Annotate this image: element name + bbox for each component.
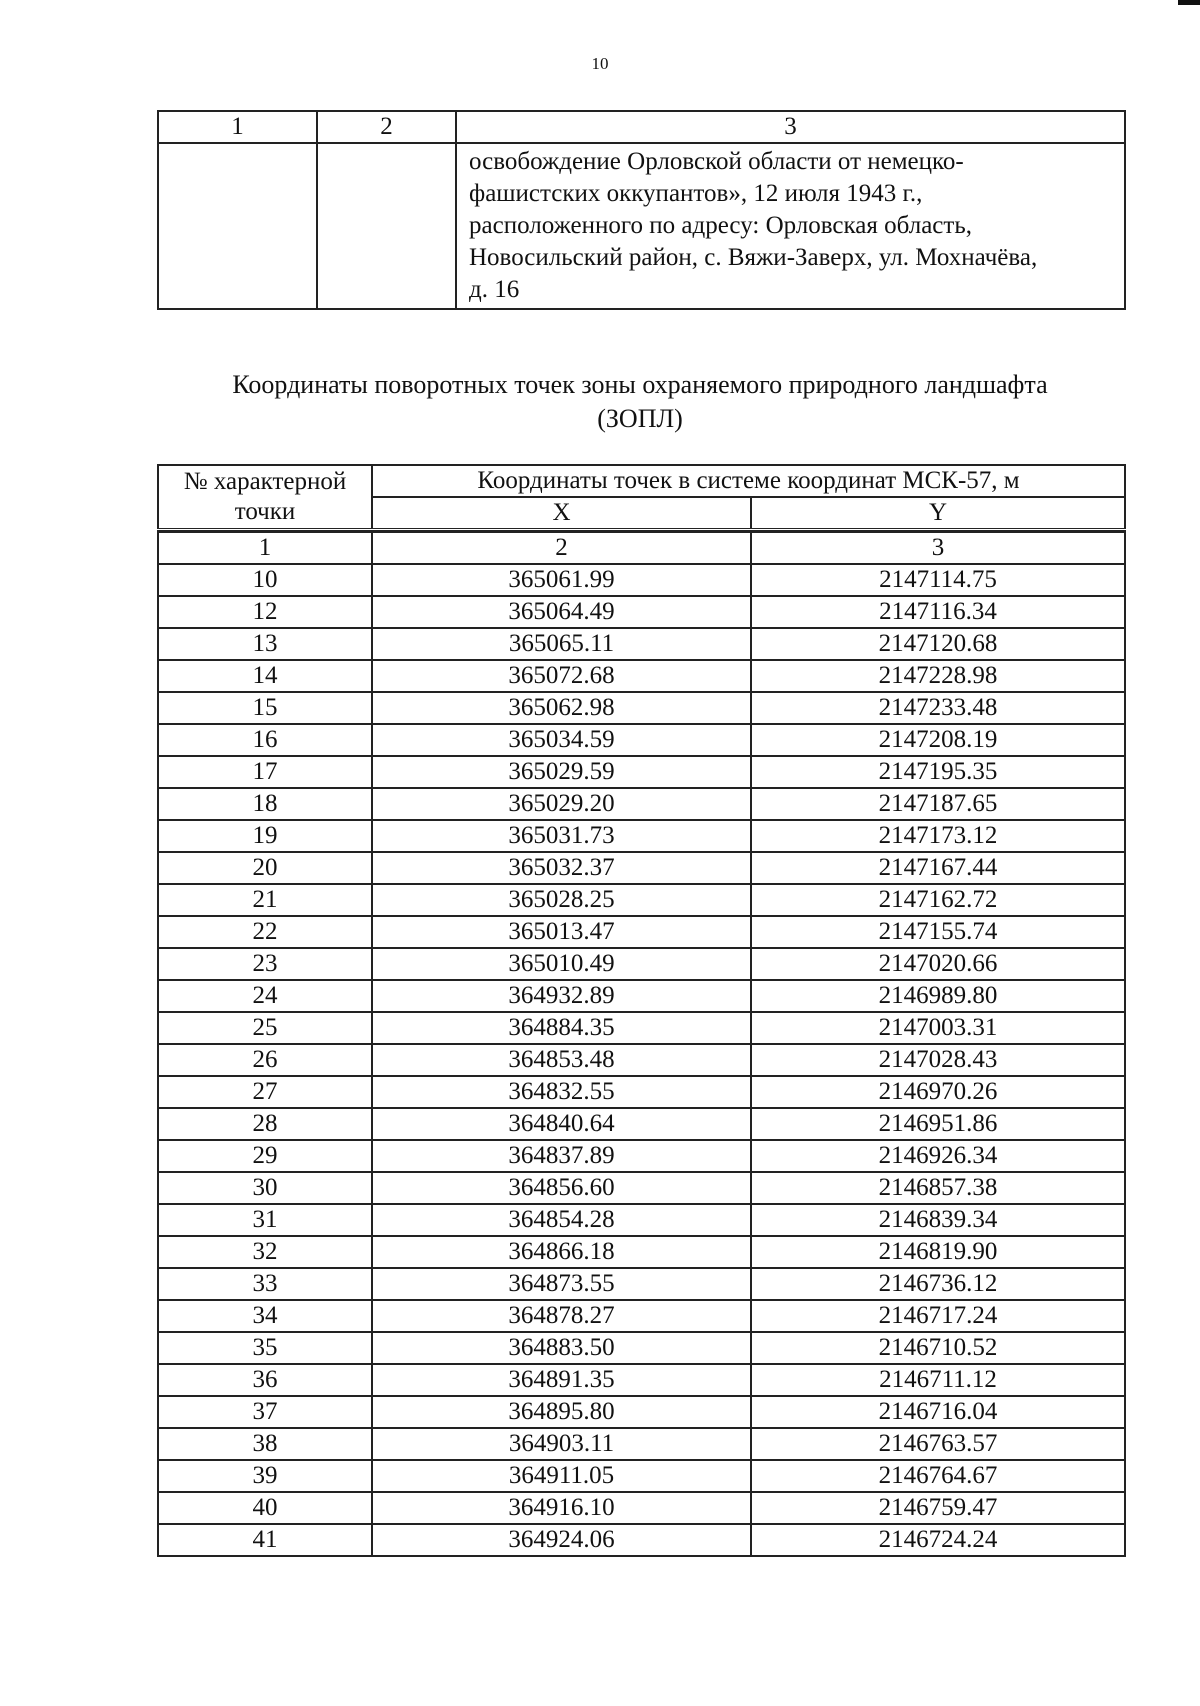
y-coordinate: 2147020.66 bbox=[751, 948, 1125, 980]
coordinates-body bbox=[158, 564, 1125, 1556]
y-coordinate: 2146717.24 bbox=[751, 1300, 1125, 1332]
point-number: 30 bbox=[158, 1172, 372, 1204]
coordinates-table bbox=[157, 464, 1126, 1557]
header-x: X bbox=[372, 497, 751, 530]
x-coordinate: 364903.11 bbox=[372, 1428, 751, 1460]
y-coordinate: 2146711.12 bbox=[751, 1364, 1125, 1396]
y-coordinate: 2147167.44 bbox=[751, 852, 1125, 884]
x-coordinate: 365013.47 bbox=[372, 916, 751, 948]
y-coordinate: 2147120.68 bbox=[751, 628, 1125, 660]
point-number: 13 bbox=[158, 628, 372, 660]
table-row bbox=[158, 1524, 1125, 1556]
x-coordinate: 365072.68 bbox=[372, 660, 751, 692]
x-coordinate: 364837.89 bbox=[372, 1140, 751, 1172]
point-number: 16 bbox=[158, 724, 372, 756]
point-number: 14 bbox=[158, 660, 372, 692]
point-number: 18 bbox=[158, 788, 372, 820]
table-row bbox=[158, 1044, 1125, 1076]
header-col-2: 2 bbox=[317, 111, 456, 143]
y-coordinate: 2147228.98 bbox=[751, 660, 1125, 692]
y-coordinate: 2146926.34 bbox=[751, 1140, 1125, 1172]
object-description bbox=[456, 143, 1125, 309]
table-row bbox=[158, 1332, 1125, 1364]
point-number: 36 bbox=[158, 1364, 372, 1396]
x-coordinate: 364873.55 bbox=[372, 1268, 751, 1300]
point-number: 22 bbox=[158, 916, 372, 948]
y-coordinate: 2146710.52 bbox=[751, 1332, 1125, 1364]
y-coordinate: 2147162.72 bbox=[751, 884, 1125, 916]
table-row bbox=[158, 756, 1125, 788]
header-y: Y bbox=[751, 497, 1125, 530]
header-col-1: 1 bbox=[158, 111, 317, 143]
heading-line-2: (ЗОПЛ) bbox=[597, 404, 683, 433]
column-number-2: 2 bbox=[372, 532, 751, 564]
table-row bbox=[158, 916, 1125, 948]
table-row bbox=[158, 692, 1125, 724]
point-number: 24 bbox=[158, 980, 372, 1012]
description-line: д. 16 bbox=[469, 276, 520, 303]
point-number: 12 bbox=[158, 596, 372, 628]
x-coordinate: 364924.06 bbox=[372, 1524, 751, 1556]
table-row bbox=[158, 820, 1125, 852]
point-number: 27 bbox=[158, 1076, 372, 1108]
y-coordinate: 2147195.35 bbox=[751, 756, 1125, 788]
y-coordinate: 2146736.12 bbox=[751, 1268, 1125, 1300]
y-coordinate: 2147114.75 bbox=[751, 564, 1125, 596]
point-number: 40 bbox=[158, 1492, 372, 1524]
table-row bbox=[158, 1012, 1125, 1044]
table-row bbox=[158, 1460, 1125, 1492]
header-col-3: 3 bbox=[456, 111, 1125, 143]
point-number: 32 bbox=[158, 1236, 372, 1268]
table-row bbox=[158, 1204, 1125, 1236]
x-coordinate: 365034.59 bbox=[372, 724, 751, 756]
x-coordinate: 365065.11 bbox=[372, 628, 751, 660]
column-number-row bbox=[158, 532, 1125, 564]
point-number: 39 bbox=[158, 1460, 372, 1492]
table-row bbox=[158, 1492, 1125, 1524]
description-line: фашистских оккупантов», 12 июля 1943 г., bbox=[469, 180, 923, 207]
point-number: 10 bbox=[158, 564, 372, 596]
table-row bbox=[158, 724, 1125, 756]
y-coordinate: 2146764.67 bbox=[751, 1460, 1125, 1492]
table-row bbox=[158, 1076, 1125, 1108]
x-coordinate: 364853.48 bbox=[372, 1044, 751, 1076]
column-number-1: 1 bbox=[158, 532, 372, 564]
y-coordinate: 2147003.31 bbox=[751, 1012, 1125, 1044]
continuation-table-header bbox=[158, 111, 1125, 143]
x-coordinate: 364856.60 bbox=[372, 1172, 751, 1204]
x-coordinate: 365031.73 bbox=[372, 820, 751, 852]
y-coordinate: 2146970.26 bbox=[751, 1076, 1125, 1108]
x-coordinate: 364866.18 bbox=[372, 1236, 751, 1268]
point-number: 19 bbox=[158, 820, 372, 852]
table-row bbox=[158, 628, 1125, 660]
x-coordinate: 364916.10 bbox=[372, 1492, 751, 1524]
point-number: 17 bbox=[158, 756, 372, 788]
point-number: 15 bbox=[158, 692, 372, 724]
y-coordinate: 2146759.47 bbox=[751, 1492, 1125, 1524]
table-row bbox=[158, 1268, 1125, 1300]
x-coordinate: 365061.99 bbox=[372, 564, 751, 596]
table-row bbox=[158, 1172, 1125, 1204]
point-number: 21 bbox=[158, 884, 372, 916]
point-number: 28 bbox=[158, 1108, 372, 1140]
y-coordinate: 2146763.57 bbox=[751, 1428, 1125, 1460]
y-coordinate: 2147116.34 bbox=[751, 596, 1125, 628]
corner-mark bbox=[1178, 0, 1200, 5]
table-row bbox=[158, 1396, 1125, 1428]
point-number: 23 bbox=[158, 948, 372, 980]
x-coordinate: 364883.50 bbox=[372, 1332, 751, 1364]
point-number: 31 bbox=[158, 1204, 372, 1236]
table-row bbox=[158, 660, 1125, 692]
point-number: 37 bbox=[158, 1396, 372, 1428]
x-coordinate: 364832.55 bbox=[372, 1076, 751, 1108]
table-row bbox=[158, 1428, 1125, 1460]
continuation-table bbox=[157, 110, 1126, 310]
y-coordinate: 2146839.34 bbox=[751, 1204, 1125, 1236]
x-coordinate: 364895.80 bbox=[372, 1396, 751, 1428]
point-number: 33 bbox=[158, 1268, 372, 1300]
point-number: 35 bbox=[158, 1332, 372, 1364]
table-row bbox=[158, 1300, 1125, 1332]
point-number: 25 bbox=[158, 1012, 372, 1044]
x-coordinate: 364911.05 bbox=[372, 1460, 751, 1492]
y-coordinate: 2146716.04 bbox=[751, 1396, 1125, 1428]
page-number: 10 bbox=[591, 54, 609, 73]
point-number: 20 bbox=[158, 852, 372, 884]
y-coordinate: 2146724.24 bbox=[751, 1524, 1125, 1556]
x-coordinate: 364878.27 bbox=[372, 1300, 751, 1332]
table-row bbox=[158, 1364, 1125, 1396]
y-coordinate: 2147155.74 bbox=[751, 916, 1125, 948]
y-coordinate: 2146989.80 bbox=[751, 980, 1125, 1012]
x-coordinate: 365029.59 bbox=[372, 756, 751, 788]
x-coordinate: 365010.49 bbox=[372, 948, 751, 980]
table-row bbox=[158, 980, 1125, 1012]
x-coordinate: 364891.35 bbox=[372, 1364, 751, 1396]
description-line: Новосильский район, с. Вяжи-Заверх, ул. Мохначёва, bbox=[469, 244, 1038, 271]
x-coordinate: 365064.49 bbox=[372, 596, 751, 628]
y-coordinate: 2146951.86 bbox=[751, 1108, 1125, 1140]
table-row bbox=[158, 596, 1125, 628]
point-number: 41 bbox=[158, 1524, 372, 1556]
x-coordinate: 364884.35 bbox=[372, 1012, 751, 1044]
table-row bbox=[158, 564, 1125, 596]
table-row bbox=[158, 1236, 1125, 1268]
table-row bbox=[158, 1140, 1125, 1172]
x-coordinate: 364932.89 bbox=[372, 980, 751, 1012]
section-heading bbox=[150, 368, 1130, 436]
x-coordinate: 365032.37 bbox=[372, 852, 751, 884]
cell-col-1 bbox=[158, 143, 317, 309]
continuation-row bbox=[158, 143, 1125, 309]
x-coordinate: 365029.20 bbox=[372, 788, 751, 820]
coord-header-row-1 bbox=[158, 465, 1125, 497]
point-number: 38 bbox=[158, 1428, 372, 1460]
header-point-number: № характерной точки bbox=[158, 465, 372, 530]
y-coordinate: 2146857.38 bbox=[751, 1172, 1125, 1204]
x-coordinate: 365062.98 bbox=[372, 692, 751, 724]
table-row bbox=[158, 788, 1125, 820]
table-row bbox=[158, 884, 1125, 916]
point-number: 34 bbox=[158, 1300, 372, 1332]
y-coordinate: 2147173.12 bbox=[751, 820, 1125, 852]
x-coordinate: 364854.28 bbox=[372, 1204, 751, 1236]
y-coordinate: 2147028.43 bbox=[751, 1044, 1125, 1076]
x-coordinate: 364840.64 bbox=[372, 1108, 751, 1140]
cell-col-2 bbox=[317, 143, 456, 309]
y-coordinate: 2147233.48 bbox=[751, 692, 1125, 724]
header-coordinates: Координаты точек в системе координат МСК-57, м bbox=[372, 465, 1125, 497]
description-line: расположенного по адресу: Орловская область, bbox=[469, 212, 972, 239]
y-coordinate: 2147208.19 bbox=[751, 724, 1125, 756]
table-row bbox=[158, 948, 1125, 980]
description-line: освобождение Орловской области от немецко- bbox=[469, 148, 964, 175]
y-coordinate: 2147187.65 bbox=[751, 788, 1125, 820]
x-coordinate: 365028.25 bbox=[372, 884, 751, 916]
y-coordinate: 2146819.90 bbox=[751, 1236, 1125, 1268]
column-number-3: 3 bbox=[751, 532, 1125, 564]
point-number: 26 bbox=[158, 1044, 372, 1076]
point-number: 29 bbox=[158, 1140, 372, 1172]
table-row bbox=[158, 852, 1125, 884]
table-row bbox=[158, 1108, 1125, 1140]
heading-line-1: Координаты поворотных точек зоны охраняемого природного ландшафта bbox=[232, 370, 1048, 399]
